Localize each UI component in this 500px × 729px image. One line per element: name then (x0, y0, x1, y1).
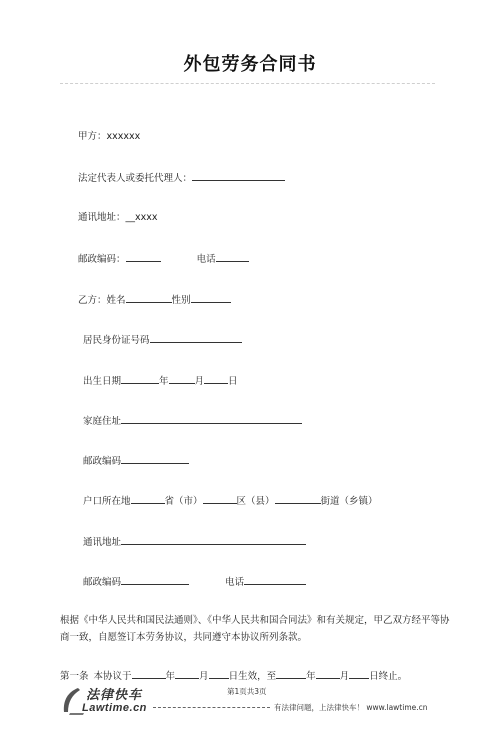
hukou-street-unit: 街道（乡镇） (320, 496, 378, 507)
party-a-name: xxxxxx (106, 131, 141, 142)
party-a-phone-blank (216, 252, 249, 262)
page-number: 第1页共3页 (227, 687, 267, 696)
article-1-line (60, 669, 407, 683)
birth-year-blank (121, 374, 159, 384)
start-effective-text: 日生效，至 (228, 671, 277, 682)
party-b-name-blank (126, 293, 172, 303)
home-address-label: 家庭住址 (83, 416, 122, 427)
end-day-blank (349, 669, 369, 679)
home-address-line (83, 414, 302, 428)
party-a-address-label: 通讯地址： (78, 212, 126, 223)
party-b-name-label: 姓名 (106, 295, 126, 306)
home-address-blank (121, 414, 302, 424)
lawtime-logo (60, 684, 160, 718)
hukou-label: 户口所在地 (83, 496, 131, 507)
party-b-gender-label: 性别 (171, 295, 191, 306)
logo-text-cn: 法律快车 (86, 688, 143, 703)
party-b-line (78, 293, 231, 307)
start-year-blank (132, 669, 166, 679)
birth-day-blank (204, 374, 228, 384)
representative-line (78, 171, 285, 185)
hukou-line (83, 494, 378, 508)
birth-month-blank (169, 374, 195, 384)
party-b-gender-blank (191, 293, 231, 303)
representative-blank (192, 171, 285, 181)
party-b-address-label: 通讯地址 (83, 537, 122, 548)
hukou-street-blank (275, 494, 321, 504)
party-b-contact-line (83, 575, 306, 589)
title-divider (60, 83, 435, 84)
id-number-label: 居民身份证号码 (83, 335, 150, 346)
id-number-line (83, 333, 242, 347)
start-day-blank (209, 669, 229, 679)
birth-date-line (83, 374, 238, 388)
hukou-province-unit: 省（市） (164, 496, 203, 507)
end-month-blank (316, 669, 340, 679)
end-year-unit: 年 (306, 671, 316, 682)
party-a-address-line (78, 212, 158, 224)
party-a-postal-label: 邮政编码： (78, 254, 126, 265)
birth-date-label: 出生日期 (83, 376, 122, 387)
article-1-label: 第一条 (60, 671, 89, 682)
party-a-label: 甲方： (78, 131, 107, 142)
party-b-address-blank (121, 535, 306, 545)
party-a-phone-label: 电话 (196, 254, 216, 265)
article-1-text: 本协议于 (93, 671, 132, 682)
hukou-district-unit: 区（县） (236, 496, 275, 507)
id-number-blank (150, 333, 242, 343)
party-b-postal-blank (121, 454, 189, 464)
end-month-unit: 月 (339, 671, 350, 682)
party-b-phone-label: 电话 (225, 577, 245, 588)
party-b-label: 乙方： (78, 295, 107, 306)
preamble-paragraph: 根据《中华人民共和国民法通则》、《中华人民共和国合同法》和有关规定，甲乙双方经平等协商一致，自愿签订本劳务协议，共同遵守本协议所列条款。 (60, 615, 450, 643)
footer-divider (153, 707, 270, 708)
hukou-district-blank (203, 494, 237, 504)
party-b-postal2-blank (121, 575, 189, 585)
party-a-line (78, 131, 140, 143)
party-b-phone-blank (244, 575, 306, 585)
start-month-unit: 月 (199, 671, 209, 682)
party-a-address-value: __xxxx (125, 212, 158, 223)
footer-slogan: 有法律问题，上法律快车！ www.lawtime.cn (274, 703, 428, 712)
birth-month-unit: 月 (194, 376, 205, 387)
party-b-postal-label: 邮政编码 (83, 456, 122, 467)
hukou-province-blank (131, 494, 165, 504)
birth-year-unit: 年 (159, 376, 169, 387)
representative-label: 法定代表人或委托代理人： (78, 173, 193, 184)
party-b-address-line (83, 535, 306, 549)
party-b-postal-line (83, 454, 189, 468)
party-b-postal2-label: 邮政编码 (83, 577, 122, 588)
logo-text-en: Lawtime.cn (82, 702, 147, 714)
document-title: 外包劳务合同书 (183, 54, 317, 75)
birth-day-unit: 日 (228, 376, 238, 387)
end-text: 日终止。 (369, 671, 408, 682)
party-a-postal-blank (126, 252, 161, 262)
end-year-blank (276, 669, 306, 679)
start-month-blank (175, 669, 199, 679)
party-a-contact-line (78, 252, 249, 266)
start-year-unit: 年 (165, 671, 176, 682)
